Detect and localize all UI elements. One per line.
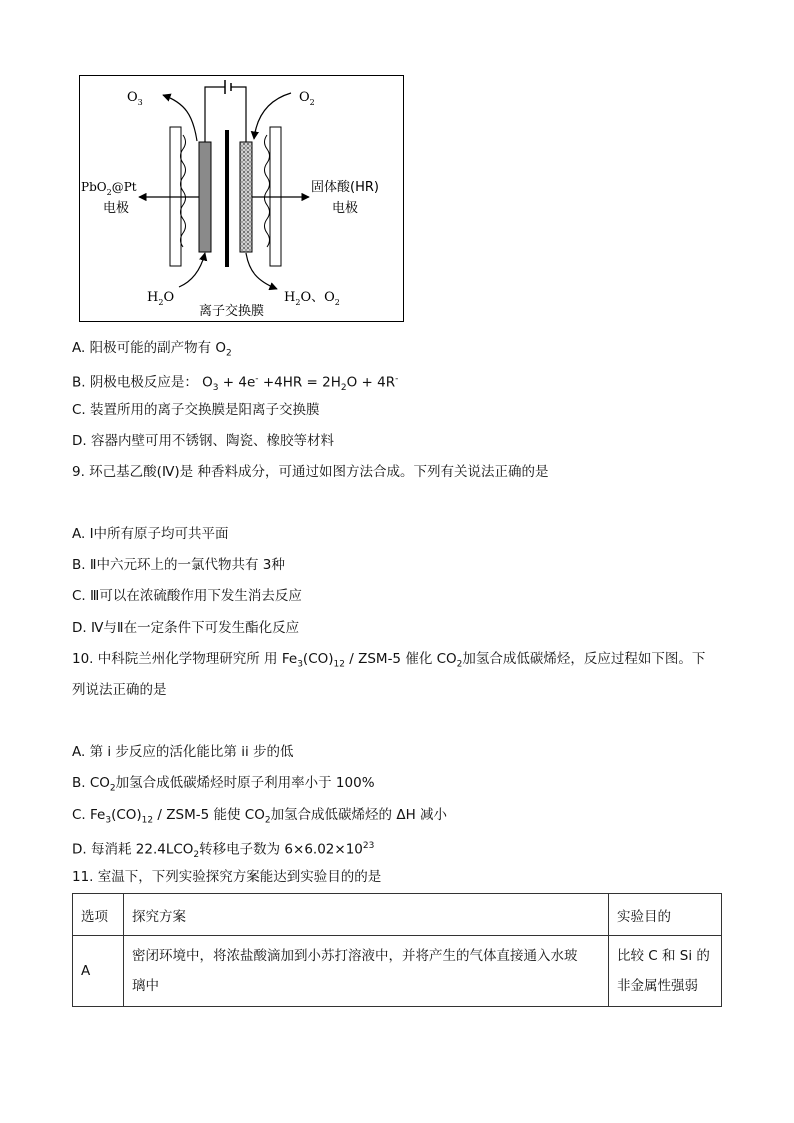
q9-option-c: C. Ⅲ可以在浓硫酸作用下发生消去反应 [72,588,302,604]
header-goal: 实验目的 [609,894,722,936]
label-h2o-o2: $H_2O$、$O_2$ [284,290,340,307]
table-row [73,936,722,1007]
q10-stem-line1: 10. 中科院兰州化学物理研究所 用 $Fe_3(CO)_{12} / ZSM-5$ 催化 $CO_2$加氢合成低碳烯烃，反应过程如下图。下 [72,651,706,670]
q9-option-b: B. Ⅱ中六元环上的一氯代物共有 3种 [72,557,285,573]
q9-stem: 9. 环己基乙酸(Ⅳ)是 种香料成分，可通过如图方法合成。下列有关说法正确的是 [72,464,549,480]
header-option: 选项 [73,894,124,936]
q11-table [72,893,722,1007]
q8-option-a: A. 阳极可能的副产物有 $O_2$ [72,340,232,359]
table-header-row [73,894,722,936]
label-o2: $O_2$ [299,90,315,107]
q10-stem-line2: 列说法正确的是 [72,682,167,698]
label-membrane: 离子交换膜 [199,304,265,319]
label-solid-acid: 固体酸(HR) [311,180,379,195]
label-pbo2-pt: PbO$_2$@Pt [81,180,137,197]
q10-option-b: B. $CO_2$加氢合成低碳烯烃时原子利用率小于 100% [72,775,375,794]
label-left-electrode: 电极 [103,201,130,216]
cell-plan: 密闭环境中，将浓盐酸滴加到小苏打溶液中，并将产生的气体直接通入水玻 璃中 [124,936,609,1007]
label-right-electrode: 电极 [332,201,359,216]
q9-option-d: D. Ⅳ与Ⅱ在一定条件下可发生酯化反应 [72,620,300,636]
label-o3: $O_3$ [127,90,143,107]
ion-exchange-membrane [225,130,229,267]
cell-option: A [73,936,124,1007]
anode-plate [199,142,211,252]
q10-option-d: D. 每消耗 $22.4LCO_2$转移电子数为 $6\times 6.02\times 10^{23}$ [72,841,375,861]
cathode-plate [240,142,252,252]
q8-option-b: B. 阴极电极反应是： $O_3 + 4e^- +4HR = 2H_2O + 4R^-$ [72,374,399,394]
q11-stem: 11. 室温下，下列实验探究方案能达到实验目的的是 [72,869,382,885]
label-h2o: $H_2O$ [147,290,175,307]
q9-option-a: A. Ⅰ中所有原子均可共平面 [72,526,229,542]
q10-option-c: C. $Fe_3(CO)_{12} / ZSM-5$ 能使 $CO_2$加氢合成低碳烯烃的 ΔH 减小 [72,807,448,826]
q10-option-a: A. 第 i 步反应的活化能比第 ii 步的低 [72,744,294,760]
header-plan: 探究方案 [124,894,609,936]
q8-option-c: C. 装置所用的离子交换膜是阳离子交换膜 [72,402,320,418]
q8-option-d: D. 容器内壁可用不锈钢、陶瓷、橡胶等材料 [72,433,334,449]
cell-goal: 比较 C 和 Si 的 非金属性强弱 [609,936,722,1007]
electrolysis-diagram [79,75,404,322]
